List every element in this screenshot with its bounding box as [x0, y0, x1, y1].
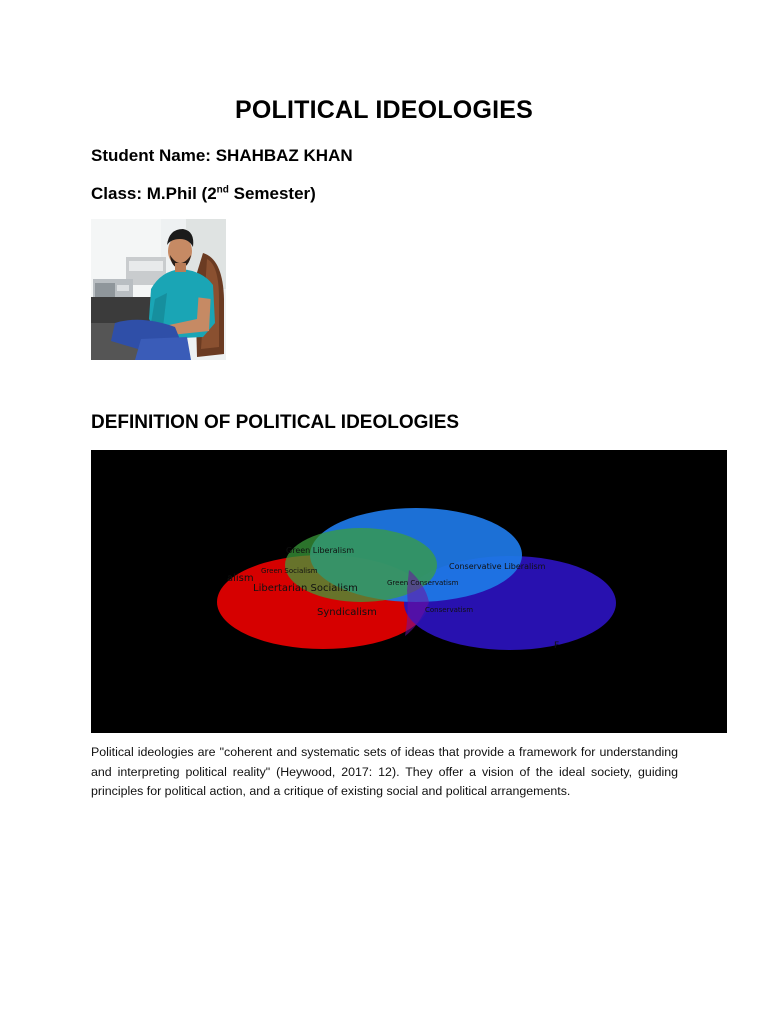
document-title: POLITICAL IDEOLOGIES [234, 96, 533, 124]
label-partial-e: F [554, 641, 560, 651]
student-name-label: Student Name: [91, 146, 211, 165]
class-program: M.Phil (2 [146, 184, 217, 203]
class-label: Class: [91, 184, 143, 203]
label-conservative-liberalism: Conservative Liberalism [449, 562, 546, 571]
label-syndicalism: Syndicalism [317, 607, 377, 618]
label-green-liberalism: Green Liberalism [286, 546, 355, 555]
label-alism: alism [227, 573, 254, 584]
student-photo [91, 219, 226, 360]
ideology-venn-diagram [91, 450, 727, 733]
label-conservatism: Conservatism [425, 606, 474, 614]
label-green-socialism: Green Socialism [261, 567, 318, 575]
label-libertarian-socialism: Libertarian Socialism [253, 583, 358, 594]
venn-svg [91, 450, 727, 733]
class-superscript: nd [216, 184, 229, 196]
section-heading: DEFINITION OF POLITICAL IDEOLOGIES [91, 412, 460, 433]
class-rest: Semester) [228, 184, 316, 203]
definition-paragraph: Political ideologies are "coherent and systematic sets of ideas that provide a framework for understanding and interpreting political reality" (Heywood, 2017: 12). They offer a vision of the ideal society, guiding principles for political action, and a critique of existing social and political arrangements. [91, 745, 678, 798]
person-photo-icon [91, 219, 226, 360]
class-line [91, 184, 316, 204]
student-name-value: SHAHBAZ KHAN [215, 146, 353, 165]
student-name-line [91, 146, 353, 166]
label-green-conservatism: Green Conservatism [387, 579, 459, 587]
